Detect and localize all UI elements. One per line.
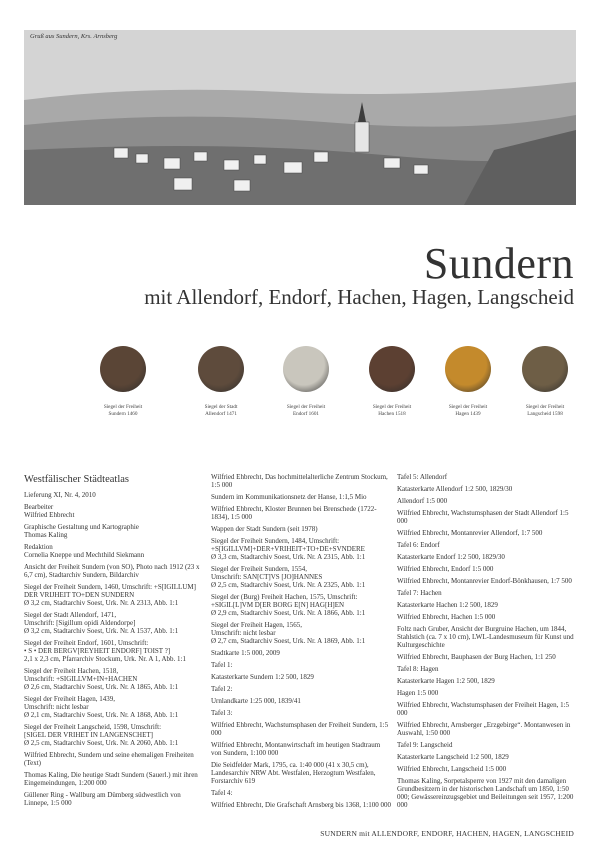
photo-caption: Gruß aus Sundern, Krs. Arnsberg [30,33,118,40]
seal-item [181,346,261,418]
seal-image [198,346,244,392]
seal-caption [352,404,432,418]
seal-item [266,346,346,418]
seal-item [428,346,508,418]
column-paragraph: Wilfried Ehbrecht, Sundern und seine ehemaligen Freiheiten (Text) [24,751,194,767]
column-paragraph: Stadtkarte 1:5 000, 2009 [211,649,280,657]
column-paragraph: Westfälischer Städteatlas [24,474,129,485]
text-column-left [24,473,206,811]
column-paragraph: Die Seidfelder Mark, 1795, ca. 1:40 000 (41 x 30,5 cm), Landesarchiv NRW Abt. Westfalen, Herzogtum Westfalen, Forstarchiv 619 [211,761,376,785]
column-paragraph: Tafel 9: Langscheid [397,741,453,749]
seal-caption-line: Siegel der Stadt [204,404,238,410]
column-paragraph: Siegel der Freiheit Sundern, 1484, Umschrift: +S[IGILLVM]+DER+VRIHEIT+TO+DE+SVNDERE Ø 3,3 cm, Stadtarchiv Soest, Urk. Nr. A 2315, Abb. 1:1 [211,537,366,561]
seal-caption [181,404,261,418]
column-paragraph: Wilfried Ehbrecht, Hachen 1:5 000 [397,613,496,621]
column-paragraph: Wilfried Ehbrecht, Arnsberger „Erzgebirge“. Montanwesen in Auswahl, 1:50 000 [397,721,571,737]
seal-image [522,346,568,392]
column-paragraph: Wilfried Ehbrecht, Endorf 1:5 000 [397,565,494,573]
page-subtitle: mit Allendorf, Endorf, Hachen, Hagen, Langscheid [144,285,574,309]
column-paragraph: Wilfried Ehbrecht, Das hochmittelalterliche Zentrum Stockum, 1:5 000 [211,473,388,489]
seal-item [83,346,163,418]
column-paragraph: Bearbeiter Wilfried Ehbrecht [24,503,75,519]
column-paragraph: Wilfried Ehbrecht, Montanrevier Endorf-Bönkhausen, 1:7 500 [397,577,572,585]
column-paragraph: Siegel der Freiheit Endorf, 1601, Umschrift: • S • DER BERGV[REYHEIT ENDORF] TOIST ?] 2,1 x 2,3 cm, Pfarrarchiv Stockum, Urk. Nr. A 1, Abb. 1:1 [24,639,186,663]
column-paragraph: Katasterkarte Hachen 1:2 500, 1829 [397,601,498,609]
text-column-middle [211,473,391,813]
seal-item [352,346,432,418]
column-paragraph: Wilfried Ehbrecht, Langscheid 1:5 000 [397,765,507,773]
footer-line: SUNDERN mit ALLENDORF, ENDORF, HACHEN, HAGEN, LANGSCHEID [320,829,574,838]
column-paragraph: Tafel 1: [211,661,233,669]
column-paragraph: Wilfried Ehbrecht, Kloster Brunnen bei Brenschede (1722-1834), 1:5 000 [211,505,377,521]
column-paragraph: Siegel der Freiheit Sundern, 1554, Umschrift: SAN[CT]VS [JO]HANNES Ø 2,5 cm, Stadtarchiv Soest, Urk. Nr. A 2325, Abb. 1:1 [211,565,366,589]
seal-caption [505,404,585,418]
column-paragraph: Graphische Gestaltung und Kartographie Thomas Kaling [24,523,139,539]
column-paragraph: Tafel 3: [211,709,233,717]
column-paragraph: Wilfried Ehbrecht, Bauphasen der Burg Hachen, 1:1 250 [397,653,556,661]
column-paragraph: Thomas Kaling, Die heutige Stadt Sundern (Sauerl.) mit ihren Eingemeindungen, 1:200 000 [24,771,198,787]
column-paragraph: Lieferung XI, Nr. 4, 2010 [24,491,96,499]
column-paragraph: Siegel der (Burg) Freiheit Hachen, 1575, Umschrift: +SIGIL[L]VM D[ER BORG E[N] HAG[H]EN Ø 2,9 cm, Stadtarchiv Soest, Urk. Nr. A 1866, Abb. 1:1 [211,593,366,617]
column-paragraph: Katasterkarte Langscheid 1:2 500, 1829 [397,753,509,761]
column-paragraph: Güllener Ring - Wallburg am Dümberg südwestlich von Linnepe, 1:5 000 [24,791,181,807]
column-paragraph: Wilfried Ehbrecht, Montanwirtschaft im heutigen Stadtraum von Sundern, 1:100 000 [211,741,381,757]
column-paragraph: Sundern im Kommunikationsnetz der Hanse, 1:1,5 Mio [211,493,367,501]
seal-image [283,346,329,392]
column-paragraph: Katasterkarte Hagen 1:2 500, 1829 [397,677,495,685]
seal-caption [266,404,346,418]
seal-image [445,346,491,392]
column-paragraph: Wilfried Ehbrecht, Die Grafschaft Arnsberg bis 1368, 1:100 000 [211,801,391,809]
column-paragraph: Thomas Kaling, Sorpetalsperre von 1927 mit den damaligen Grundbesitzern in der historischen Landschaft um 1850, 1:50 000; Gewässereinzugsgebiet und Beileitungen seit 1957, 1:200 000 [397,777,574,809]
column-paragraph: Tafel 5: Allendorf [397,473,448,481]
column-paragraph: Tafel 2: [211,685,233,693]
seal-caption-line: Siegel der Freiheit [525,404,565,410]
column-paragraph: Wappen der Stadt Sundern (seit 1978) [211,525,318,533]
column-paragraph: Allendorf 1:5 000 [397,497,448,505]
text-column-right [397,473,577,813]
column-paragraph: Siegel der Freiheit Hagen, 1439, Umschrift: nicht lesbar Ø 2,1 cm, Stadtarchiv Soest, Urk. Nr. A 1868, Abb. 1:1 [24,695,179,719]
column-paragraph: Siegel der Freiheit Langscheid, 1598, Umschrift: [SIGEL DER VRIHET IN LANGENSCHET] Ø 2,5 cm, Stadtarchiv Soest, Urk. Nr. A 2060, Abb. 1:1 [24,723,179,747]
column-paragraph: Urnlandkarte 1:25 000, 1839/41 [211,697,301,705]
column-paragraph: Ansicht der Freiheit Sundern (von SO), Photo nach 1912 (23 x 6,7 cm), Stadtarchiv Sundern, Bildarchiv [24,563,200,579]
column-paragraph: Hagen 1:5 000 [397,689,439,697]
seal-caption-line: Siegel der Freiheit [372,404,412,410]
seal-caption-line: Allendorf 1471 [205,411,237,417]
seal-item [505,346,585,418]
column-paragraph: Siegel der Stadt Allendorf, 1471, Umschrift: [Sigillum opidi Aldendorpe] Ø 3,2 cm, Stadtarchiv Soest, Urk. Nr. A 1537, Abb. 1:1 [24,611,179,635]
column-paragraph: Katasterkarte Sundern 1:2 500, 1829 [211,673,314,681]
town-panorama-image [24,30,576,205]
seal-image [369,346,415,392]
column-paragraph: Katasterkarte Endorf 1:2 500, 1829/30 [397,553,505,561]
column-paragraph: Tafel 7: Hachen [397,589,442,597]
column-paragraph: Siegel der Freiheit Hagen, 1565, Umschrift: nicht lesbar Ø 2,7 cm, Stadtarchiv Soest, Urk. Nr. A 1869, Abb. 1:1 [211,621,366,645]
seal-caption [428,404,508,418]
seal-caption [83,404,163,418]
seal-image [100,346,146,392]
column-paragraph: Wilfried Ehbrecht, Wachstumsphasen der Stadt Allendorf 1:5 000 [397,509,569,525]
column-paragraph: Wilfried Ehbrecht, Montanrevier Allendorf, 1:7 500 [397,529,543,537]
column-paragraph: Wilfried Ehbrecht, Wachstumsphasen der Freiheit Sundern, 1:5 000 [211,721,389,737]
seal-caption-line: Hagen 1439 [455,411,481,417]
seal-caption-line: Siegel der Freiheit [286,404,326,410]
column-paragraph: Siegel der Freiheit Hachen, 1518, Umschrift: +SIGILLVM+IN+HACHEN Ø 2,6 cm, Stadtarchiv Soest, Urk. Nr. A 1865, Abb. 1:1 [24,667,179,691]
seal-caption-line: Sundern 1460 [108,411,138,417]
column-paragraph: Siegel der Freiheit Sundern, 1460, Umschrift: +S[IGILLUM] DER VRIJHEIT TO+DEN SUNDERN Ø 3,2 cm, Stadtarchiv Soest, Urk. Nr. A 2313, Abb. 1:1 [24,583,196,607]
column-paragraph: Wilfried Ehbrecht, Wachstumsphasen der Freiheit Hagen, 1:5 000 [397,701,570,717]
seal-caption-line: Hachen 1518 [378,411,406,417]
column-paragraph: Foltz nach Gruber, Ansicht der Burgruine Hachen, um 1844, Stahlstich (ca. 7 x 10 cm), LWL-Landesmuseum für Kunst und Kulturgeschichte [397,625,574,649]
column-paragraph: Redaktion Cornelia Kneppe und Mechthild Siekmann [24,543,145,559]
seal-caption-line: Siegel der Freiheit [103,404,143,410]
seal-caption-line: Siegel der Freiheit [448,404,488,410]
column-paragraph: Tafel 4: [211,789,233,797]
seal-caption-line: Endorf 1601 [292,411,320,417]
column-paragraph: Tafel 6: Endorf [397,541,440,549]
panorama-photo [24,30,576,205]
column-paragraph: Katasterkarte Allendorf 1:2 500, 1829/30 [397,485,513,493]
page-title: Sundern [423,239,574,288]
seal-caption-line: Langscheid 1598 [527,411,563,417]
column-paragraph: Tafel 8: Hagen [397,665,439,673]
